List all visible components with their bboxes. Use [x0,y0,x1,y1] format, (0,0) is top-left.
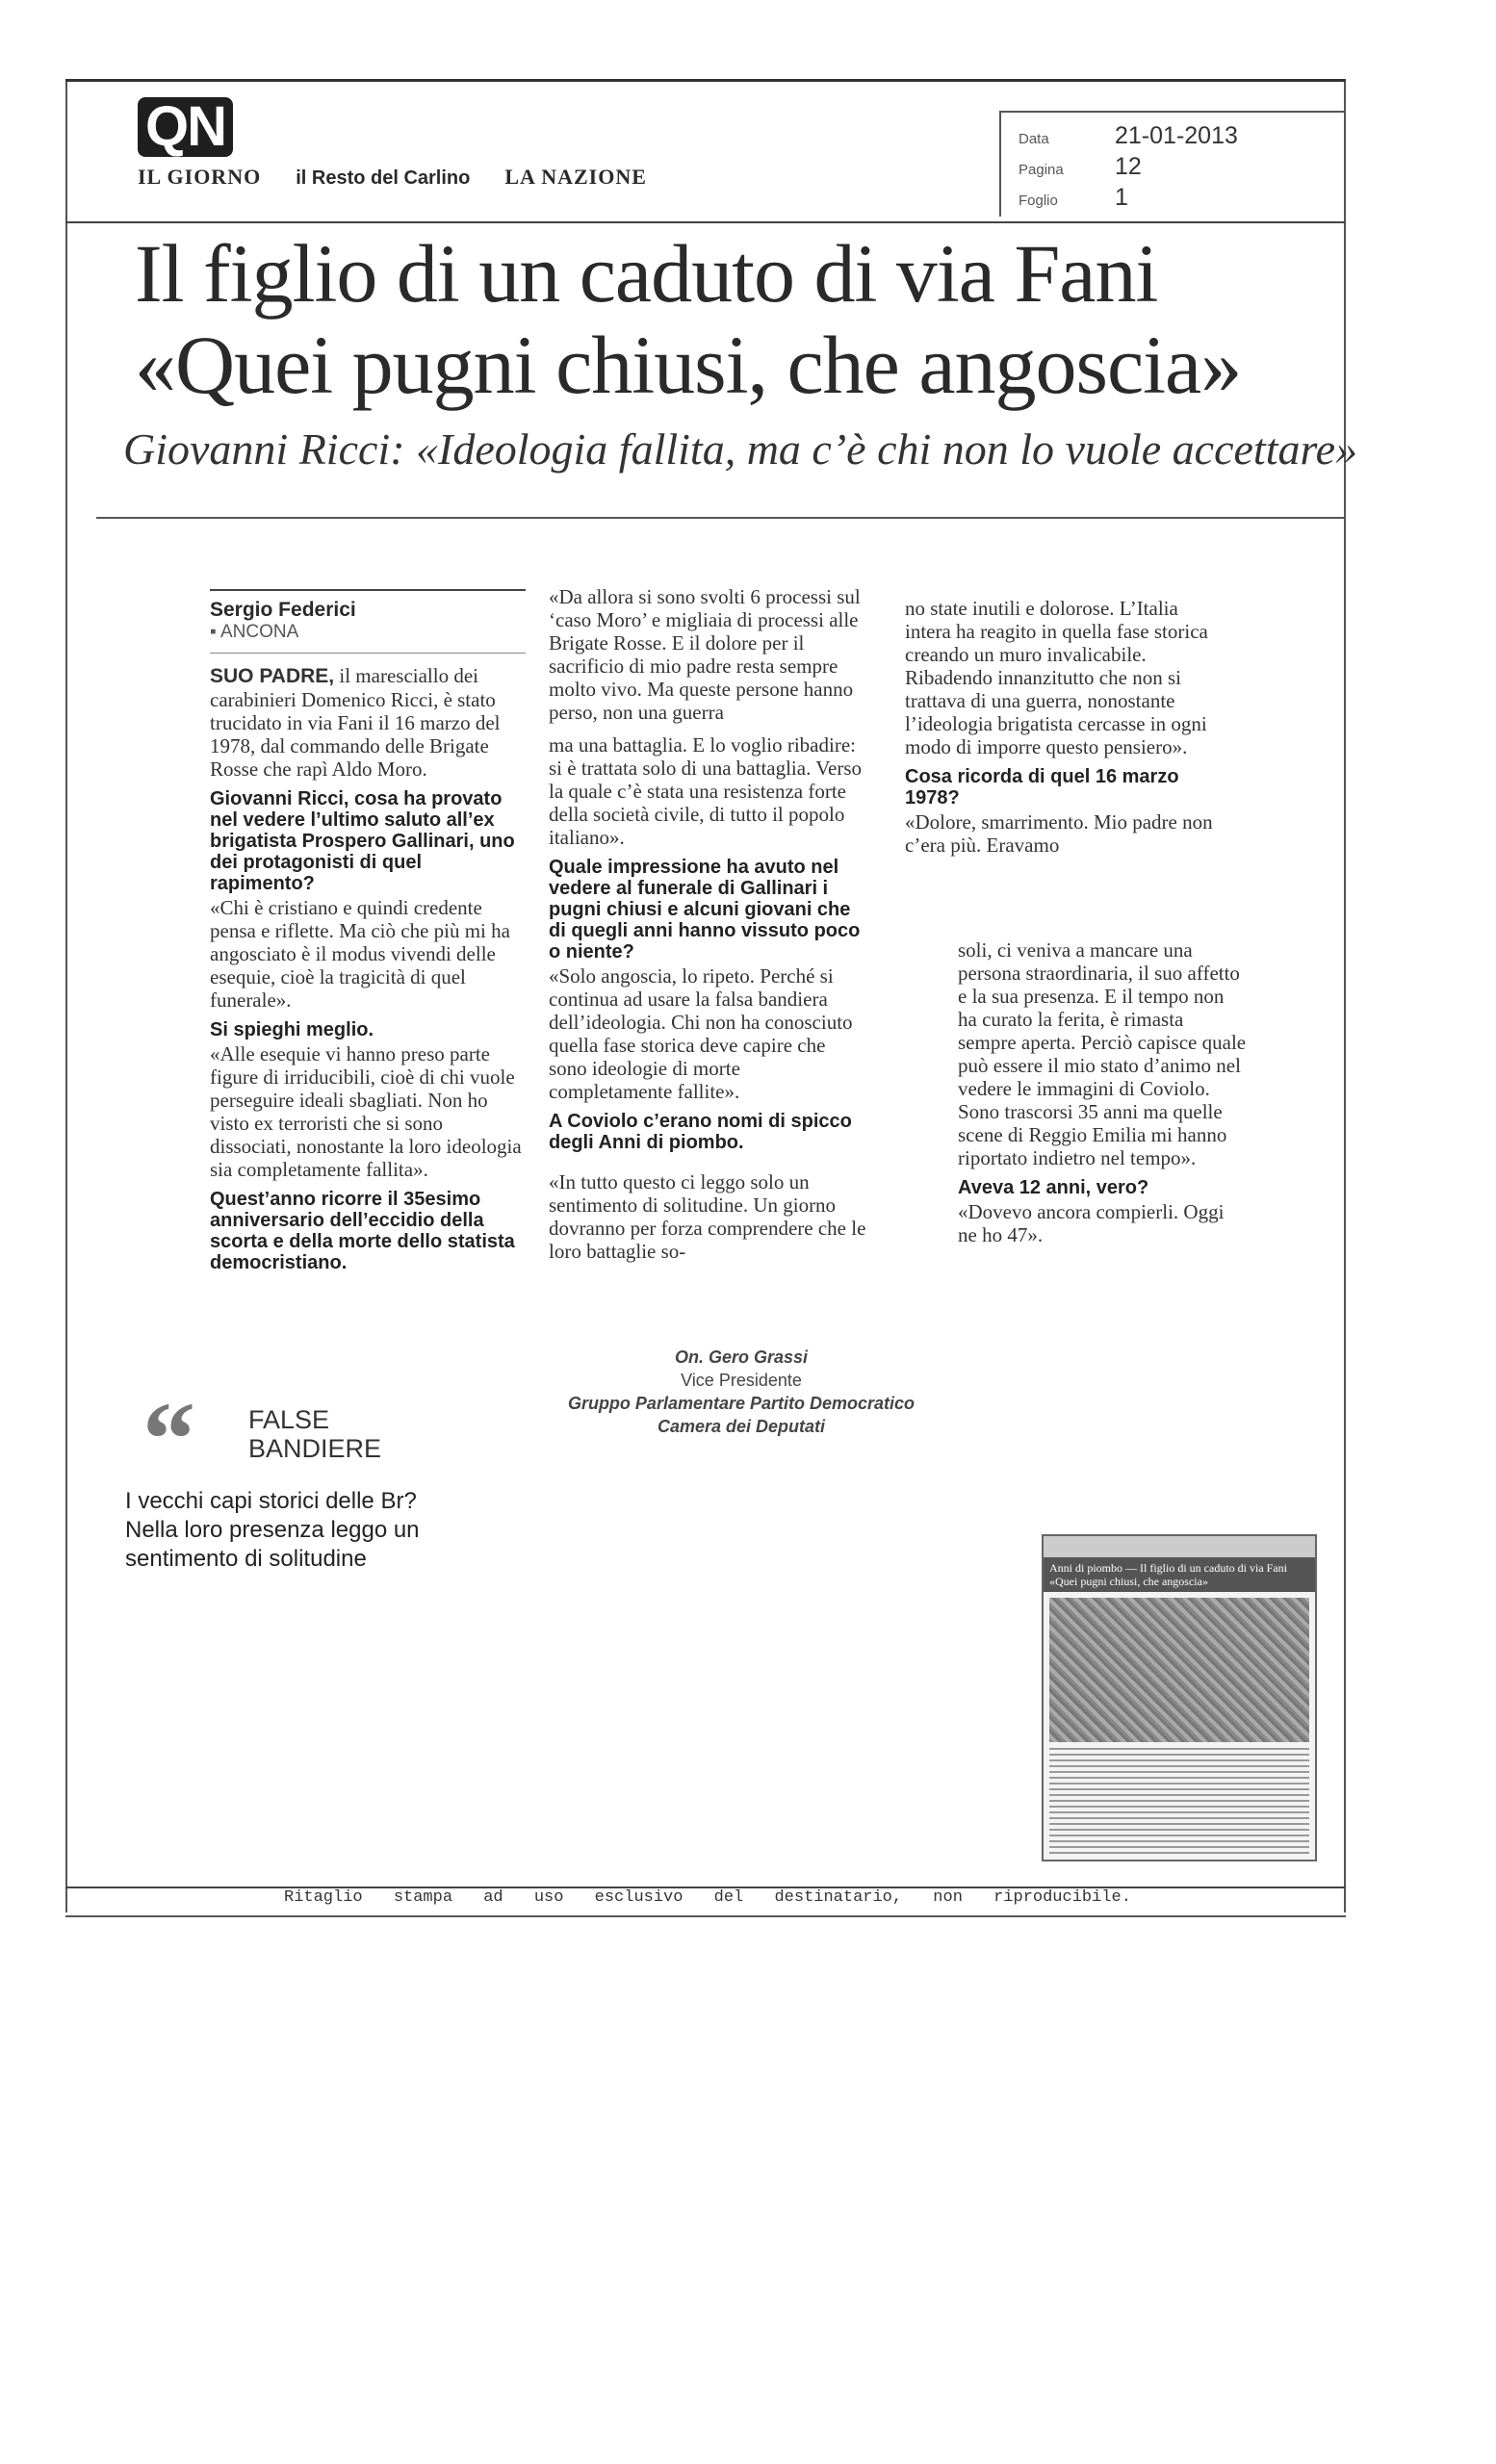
thumbnail-photo [1049,1598,1309,1742]
pullquote-title-line-2: BANDIERE [248,1434,382,1463]
answer: «Solo angoscia, lo ripeto. Perché si continua ad usare la falsa bandiera dell’ideologia. Chi non ha conosciuto quella fase storica deve capire che sono ideologie di morte completamente fallite». [549,964,853,1103]
answer: soli, ci veniva a mancare una persona straordinaria, il suo affetto e la sua presenza. E il tempo non ha curato la ferita, è rimasta sempre aperta. Perciò capisce quale può essere il mio stato d’animo nel vedere le immagini di Coviolo. Sono trascorsi 35 anni ma quelle scene di Reggio Emilia mi hanno riportato indietro nel tempo». [958,938,1247,1169]
question: Quest’anno ricorre il 35esimo anniversario dell’eccidio della scorta e della morte dello statista democristiano. [210,1189,515,1273]
publication-il-giorno: IL GIORNO [138,165,262,189]
quote-icon: “ [142,1380,195,1498]
headline-line-2: «Quei pugni chiusi, che angoscia» [135,319,1242,411]
byline [210,589,526,654]
sheet-label: Foglio [1019,192,1058,209]
author-name: Sergio Federici [210,599,356,621]
page-value: 12 [1115,153,1142,180]
question: Quale impressione ha avuto nel vedere al funerale di Gallinari i pugni chiusi e alcuni giovani che di quegli anni hanno vissuto poco o niente? [549,857,861,962]
subheadline: Giovanni Ricci: «Ideologia fallita, ma c’è chi non lo vuole accettare» [123,424,1358,474]
byline-rule [210,653,526,654]
date-row [1019,122,1238,150]
lead-in: SUO PADRE, [210,665,335,687]
signature-block [539,1346,943,1438]
date-label: Data [1019,131,1049,147]
paragraph: «Da allora si sono svolti 6 processi sul ‘caso Moro’ e migliaia di processi alle Brigate Rosse. E il dolore per il sacrificio di mio padre resta sempre molto vivo. Ma queste persone hanno perso, non una guerra [549,585,861,724]
qn-logo: QN [138,97,233,157]
signature-chamber: Camera dei Deputati [657,1417,826,1436]
footer-disclaimer: Ritaglio stampa ad uso esclusivo del destinatario, non riproducibile. [284,1888,1131,1907]
pullquote-title [248,1405,381,1463]
date-value: 21-01-2013 [1115,122,1238,149]
thumbnail-headline: Il figlio di un caduto di via Fani «Quei pugni chiusi, che angoscia» [1049,1561,1287,1588]
header [65,79,1346,223]
article-column-2 [549,585,866,1267]
paragraph-text: il maresciallo dei carabinieri Domenico Ricci, è stato trucidato in via Fani il 16 marzo del 1978, dal commando delle Brigate Rosse che rapì Aldo Moro. [210,664,501,781]
headline-line-1: Il figlio di un caduto di via Fani [135,227,1158,320]
question: Cosa ricorda di quel 16 marzo 1978? [905,766,1179,808]
answer: «Dolore, smarrimento. Mio padre non c’era più. Eravamo [905,810,1213,857]
publication-la-nazione: LA NAZIONE [504,165,647,189]
thumbnail-header-bar [1044,1536,1315,1557]
sheet-row [1019,184,1128,212]
metadata-box [999,111,1344,217]
question: Aveva 12 anni, vero? [958,1177,1149,1198]
article-column-3-continued [958,938,1247,1250]
signature-group: Gruppo Parlamentare Partito Democratico [567,1394,916,1413]
answer: «Chi è cristiano e quindi credente pensa e riflette. Ma ciò che più mi ha angosciato è il modus vivendi delle esequie, cioè la tragicità di quel funerale». [210,896,510,1012]
question: Si spieghi meglio. [210,1019,374,1040]
thumbnail-title: Anni di piombo — Il figlio di un caduto di via Fani «Quei pugni chiusi, che angoscia» [1044,1557,1315,1592]
location-text: ANCONA [219,622,299,642]
page-thumbnail [1042,1534,1317,1861]
page-row [1019,153,1142,181]
masthead [65,82,999,221]
pullquote-text: I vecchi capi storici delle Br? Nella loro presenza leggo un sentimento di solitudine [125,1488,420,1572]
page-label: Pagina [1019,162,1064,178]
thumbnail-text-lines [1049,1748,1309,1854]
signature-role: Vice Presidente [681,1371,802,1390]
paragraph: ma una battaglia. E lo voglio ribadire: si è trattata solo di una battaglia. Verso la quale c’è stata una resistenza forte della società civile, di tutto il popolo italiano». [549,733,863,849]
publication-list [138,165,647,190]
signature-name: On. Gero Grassi [674,1348,809,1367]
dateline-location: ▪ ANCONA [210,622,299,642]
divider [96,517,1346,519]
answer: «Dovevo ancora compierli. Oggi ne ho 47». [958,1200,1225,1246]
publication-resto-del-carlino: il Resto del Carlino [296,167,471,189]
thumbnail-section: Anni di piombo [1049,1561,1123,1575]
article-column-1 [210,664,526,1275]
answer: «Alle esequie vi hanno preso parte figure di irriducibili, cioè di chi vuole perseguire ideali sbagliati. Non ho visto ex terroristi che si sono dissociati, nonostante la loro ideologia sia completamente fallita». [210,1042,522,1181]
pullquote-title-line-1: FALSE [248,1405,330,1434]
question: Giovanni Ricci, cosa ha provato nel vedere l’ultimo saluto all’ex brigatista Prospero Gallinari, uno dei protagonisti di quel rapimento? [210,788,515,894]
paragraph: no state inutili e dolorose. L’Italia intera ha reagito in quella fase storica creando un muro invalicabile. Ribadendo innanzitutto che non si trattava di una guerra, nonostante l’ideologia brigatista cercasse in ogni modo di imporre questo pensiero». [905,597,1208,758]
question: A Coviolo c’erano nomi di spicco degli Anni di piombo. [549,1111,852,1153]
article-column-3 [905,597,1223,860]
paragraph [210,664,526,781]
answer: «In tutto questo ci leggo solo un sentimento di solitudine. Un giorno dovranno per forza comprendere che le loro battaglie so- [549,1170,866,1263]
footer-base-rule [65,1915,1346,1917]
sheet-value: 1 [1115,184,1128,211]
